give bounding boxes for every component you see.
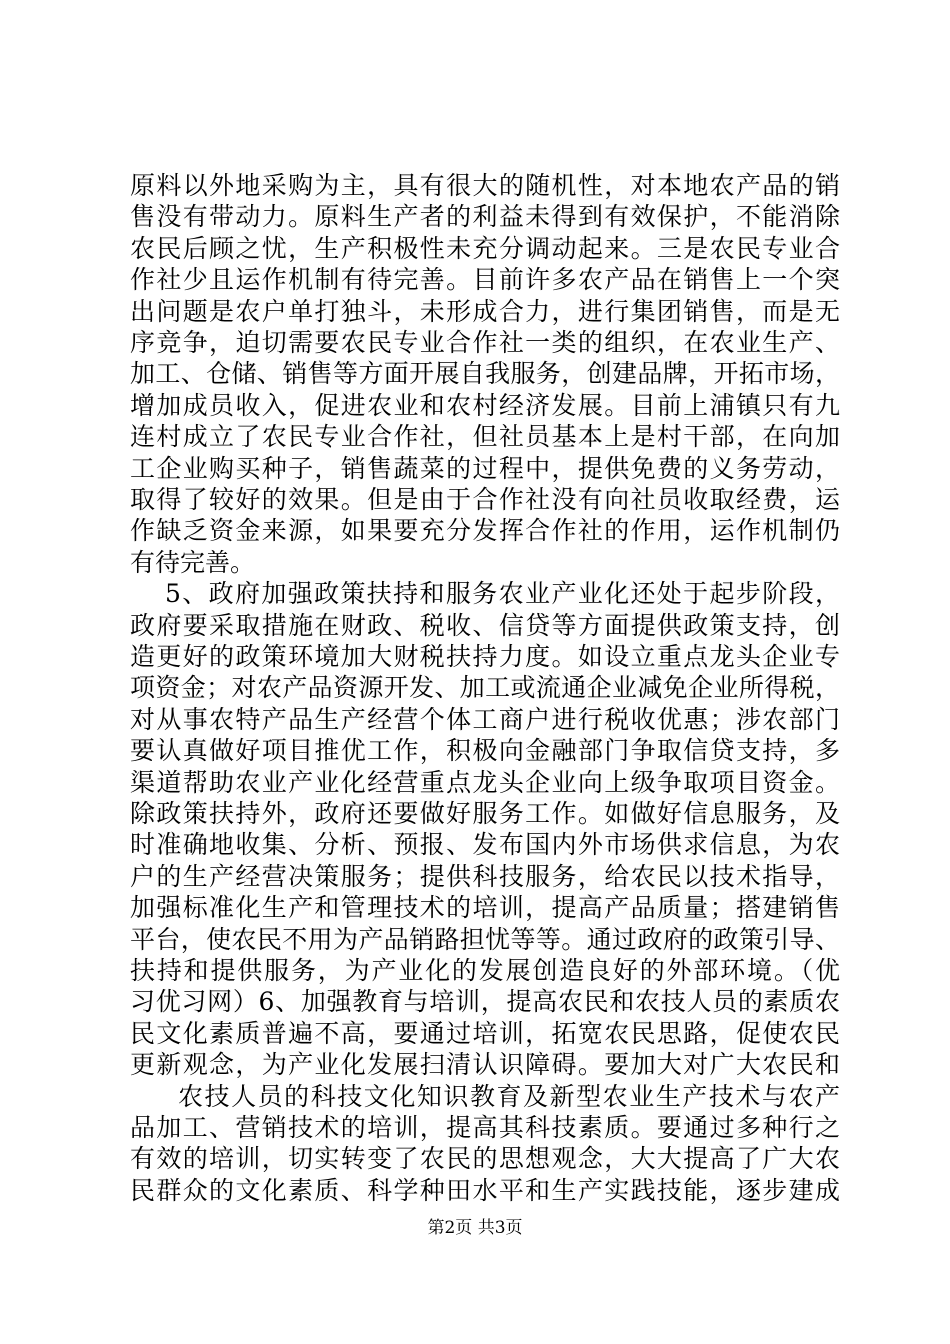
text-line: 民群众的文化素质、科学种田水平和生产实践技能，逐步建成 — [130, 1175, 840, 1205]
text-line: 取得了较好的效果。但是由于合作社没有向社员收取经费，运 — [130, 485, 840, 514]
text-line: 品加工、营销技术的培训，提高其科技素质。要通过多种行之 — [130, 1113, 840, 1142]
text-line: 平台，使农民不用为产品销路担忧等等。通过政府的政策引导、 — [130, 924, 840, 954]
text-line: 更新观念，为产业化发展扫清认识障碍。要加大对广大农民和 — [130, 1050, 840, 1080]
text-line: 渠道帮助农业产业化经营重点龙头企业向上级争取项目资金。 — [130, 767, 840, 797]
text-line: 扶持和提供服务，为产业化的发展创造良好的外部环境。（优 — [130, 956, 840, 985]
text-line: 项资金；对农产品资源开发、加工或流通企业减免企业所得税， — [130, 673, 840, 703]
text-line: 售没有带动力。原料生产者的利益未得到有效保护，不能消除 — [130, 202, 840, 232]
text-line: 连村成立了农民专业合作社，但社员基本上是村干部，在向加 — [130, 422, 840, 452]
text-line: 造更好的政策环境加大财税扶持力度。如设立重点龙头企业专 — [130, 642, 840, 671]
paragraph-start-line: 5、政府加强政策扶持和服务农业产业化还处于起步阶段， — [165, 579, 840, 609]
text-line: 习优习网）6、加强教育与培训，提高农民和农技人员的素质农 — [130, 987, 840, 1017]
text-line: 农民后顾之忧，生产积极性未充分调动起来。三是农民专业合 — [130, 233, 840, 263]
text-line: 工企业购买种子，销售蔬菜的过程中，提供免费的义务劳动， — [130, 453, 840, 483]
text-line: 除政策扶持外，政府还要做好服务工作。如做好信息服务，及 — [130, 799, 840, 828]
text-line: 户的生产经营决策服务；提供科技服务，给农民以技术指导， — [130, 861, 840, 891]
text-line: 民文化素质普遍不高，要通过培训，拓宽农民思路，促使农民 — [130, 1018, 840, 1048]
text-line: 加强标准化生产和管理技术的培训，提高产品质量；搭建销售 — [130, 893, 840, 923]
text-line: 加工、仓储、销售等方面开展自我服务，创建品牌，开拓市场， — [130, 359, 840, 389]
text-line: 序竞争，迫切需要农民专业合作社一类的组织，在农业生产、 — [130, 328, 840, 357]
text-line: 农技人员的科技文化知识教育及新型农业生产技术与农产 — [178, 1081, 840, 1111]
text-line: 对从事农特产品生产经营个体工商户进行税收优惠；涉农部门 — [130, 704, 840, 734]
text-line: 原料以外地采购为主，具有很大的随机性，对本地农产品的销 — [130, 171, 840, 200]
text-line: 政府要采取措施在财政、税收、信贷等方面提供政策支持，创 — [130, 610, 840, 640]
text-line: 有效的培训，切实转变了农民的思想观念，大大提高了广大农 — [130, 1144, 840, 1174]
text-line: 要认真做好项目推优工作，积极向金融部门争取信贷支持，多 — [130, 736, 840, 766]
text-line: 作缺乏资金来源，如果要充分发挥合作社的作用，运作机制仍 — [130, 516, 840, 546]
page-footer: 第2页 共3页 — [427, 1218, 523, 1238]
text-line: 增加成员收入，促进农业和农村经济发展。目前上浦镇只有九 — [130, 390, 840, 420]
text-line: 时准确地收集、分析、预报、发布国内外市场供求信息，为农 — [130, 830, 840, 860]
text-line: 作社少且运作机制有待完善。目前许多农产品在销售上一个突 — [130, 265, 840, 295]
text-line: 有待完善。 — [130, 547, 256, 577]
text-line: 出问题是农户单打独斗，未形成合力，进行集团销售，而是无 — [130, 296, 840, 326]
